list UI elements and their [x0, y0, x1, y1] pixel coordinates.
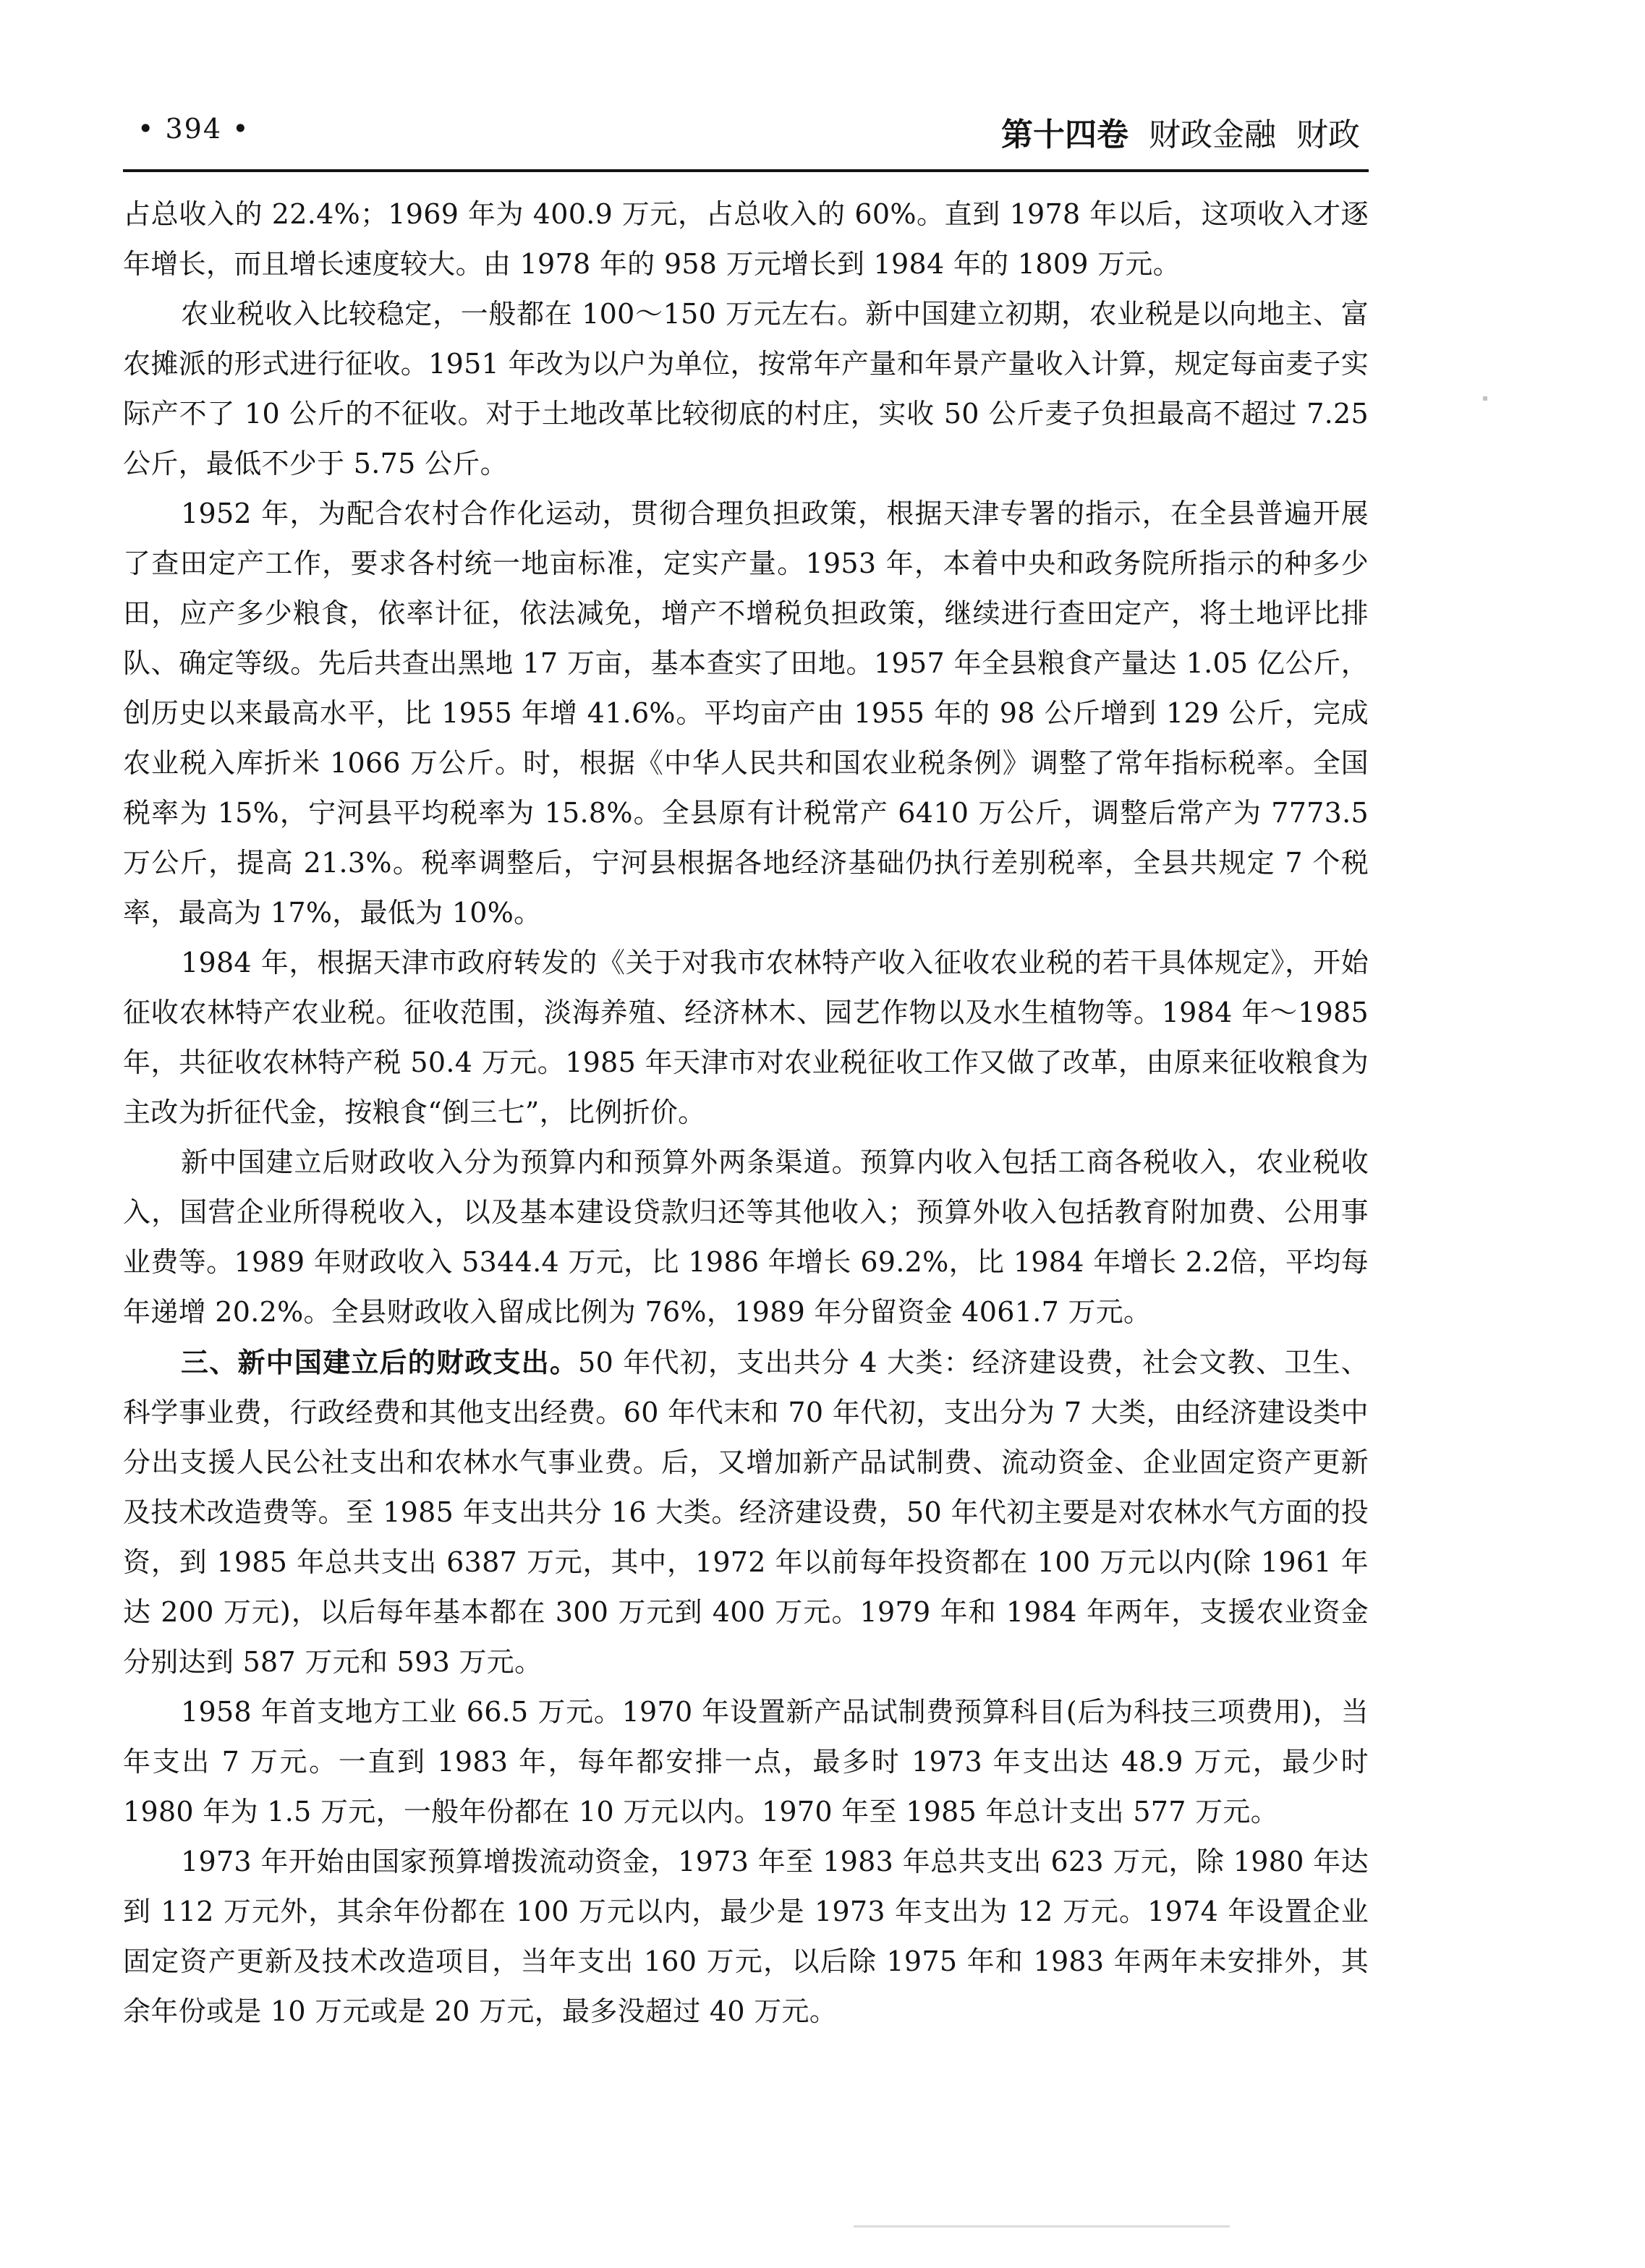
volume-title: 第十四卷: [1001, 116, 1128, 153]
body-text: [123, 189, 1369, 2037]
scan-speck: [854, 2225, 1230, 2228]
paragraph: 1973 年开始由国家预算增拨流动资金，1973 年至 1983 年总共支出 623 万元，除 1980 年达到 112 万元外，其余年份都在 100 万元以内，最少是 1973 年支出为 12 万元。1974 年设置企业固定资产更新及技术改造项目，当年支出 160 万元，以后除 1975 年和 1983 年两年未安排外，其余年份或是 10 万元或是 20 万元，最多没超过 40 万元。: [123, 1846, 1369, 2027]
paragraph: 1958 年首支地方工业 66.5 万元。1970 年设置新产品试制费预算科目(后为科技三项费用)，当年支出 7 万元。一直到 1983 年，每年都安排一点，最多时 1973 年支出达 48.9 万元，最少时 1980 年为 1.5 万元，一般年份都在 10 万元以内。1970 年至 1985 年总计支出 577 万元。: [123, 1696, 1369, 1828]
page-header: [123, 108, 1360, 166]
section-heading: 三、新中国建立后的财政支出。: [181, 1346, 579, 1378]
paragraph: 占总收入的 22.4%；1969 年为 400.9 万元，占总收入的 60%。直到 1978 年以后，这项收入才逐年增长，而且增长速度较大。由 1978 年的 958 万元增长到 1984 年的 1809 万元。: [123, 198, 1369, 280]
page-number: • 394 •: [137, 113, 250, 145]
paragraph-text: 50 年代初，支出共分 4 大类：经济建设费，社会文教、卫生、科学事业费，行政经费和其他支出经费。60 年代末和 70 年代初，支出分为 7 大类，由经济建设类中分出支援人民公社支出和农林水气事业费。后，又增加新产品试制费、流动资金、企业固定资产更新及技术改造费等。至 1985 年支出共分 16 大类。经济建设费，50 年代初主要是对农林水气方面的投资，到 1985 年总共支出 6387 万元，其中，1972 年以前每年投资都在 100 万元以内(除 1961 年达 200 万元)，以后每年基本都在 300 万元到 400 万元。1979 年和 1984 年两年，支援农业资金分别达到 587 万元和 593 万元。: [123, 1347, 1369, 1678]
section-title: 财政金融: [1149, 116, 1276, 153]
section-heading-paragraph: [123, 1337, 1369, 1687]
paragraph: 1984 年，根据天津市政府转发的《关于对我市农林特产收入征收农业税的若干具体规定》，开始征收农林特产农业税。征收范围，淡海养殖、经济林木、园艺作物以及水生植物等。1984 年～1985 年，共征收农林特产税 50.4 万元。1985 年天津市对农业税征收工作又做了改革，由原来征收粮食为主改为折征代金，按粮食“倒三七”，比例折价。: [123, 947, 1369, 1128]
scan-speck: [1483, 396, 1487, 401]
running-head: [1001, 108, 1360, 155]
subsection-title: 财政: [1296, 116, 1360, 153]
paragraph: 农业税收入比较稳定，一般都在 100～150 万元左右。新中国建立初期，农业税是以向地主、富农摊派的形式进行征收。1951 年改为以户为单位，按常年产量和年景产量收入计算，规定每亩麦子实际产不了 10 公斤的不征收。对于土地改革比较彻底的村庄，实收 50 公斤麦子负担最高不超过 7.25 公斤，最低不少于 5.75 公斤。: [123, 298, 1369, 479]
paragraph: 新中国建立后财政收入分为预算内和预算外两条渠道。预算内收入包括工商各税收入，农业税收入，国营企业所得税收入，以及基本建设贷款归还等其他收入；预算外收入包括教育附加费、公用事业费等。1989 年财政收入 5344.4 万元，比 1986 年增长 69.2%，比 1984 年增长 2.2倍，平均每年递增 20.2%。全县财政收入留成比例为 76%，1989 年分留资金 4061.7 万元。: [123, 1146, 1369, 1328]
paragraph: 1952 年，为配合农村合作化运动，贯彻合理负担政策，根据天津专署的指示，在全县普遍开展了查田定产工作，要求各村统一地亩标准，定实产量。1953 年，本着中央和政务院所指示的种多少田，应产多少粮食，依率计征，依法减免，增产不增税负担政策，继续进行查田定产，将土地评比排队、确定等级。先后共查出黑地 17 万亩，基本查实了田地。1957 年全县粮食产量达 1.05 亿公斤，创历史以来最高水平，比 1955 年增 41.6%。平均亩产由 1955 年的 98 公斤增到 129 公斤，完成农业税入库折米 1066 万公斤。时，根据《中华人民共和国农业税条例》调整了常年指标税率。全国税率为 15%，宁河县平均税率为 15.8%。全县原有计税常产 6410 万公斤，调整后常产为 7773.5 万公斤，提高 21.3%。税率调整后，宁河县根据各地经济基础仍执行差别税率，全县共规定 7 个税率，最高为 17%，最低为 10%。: [123, 498, 1369, 929]
header-rule: [123, 169, 1369, 172]
